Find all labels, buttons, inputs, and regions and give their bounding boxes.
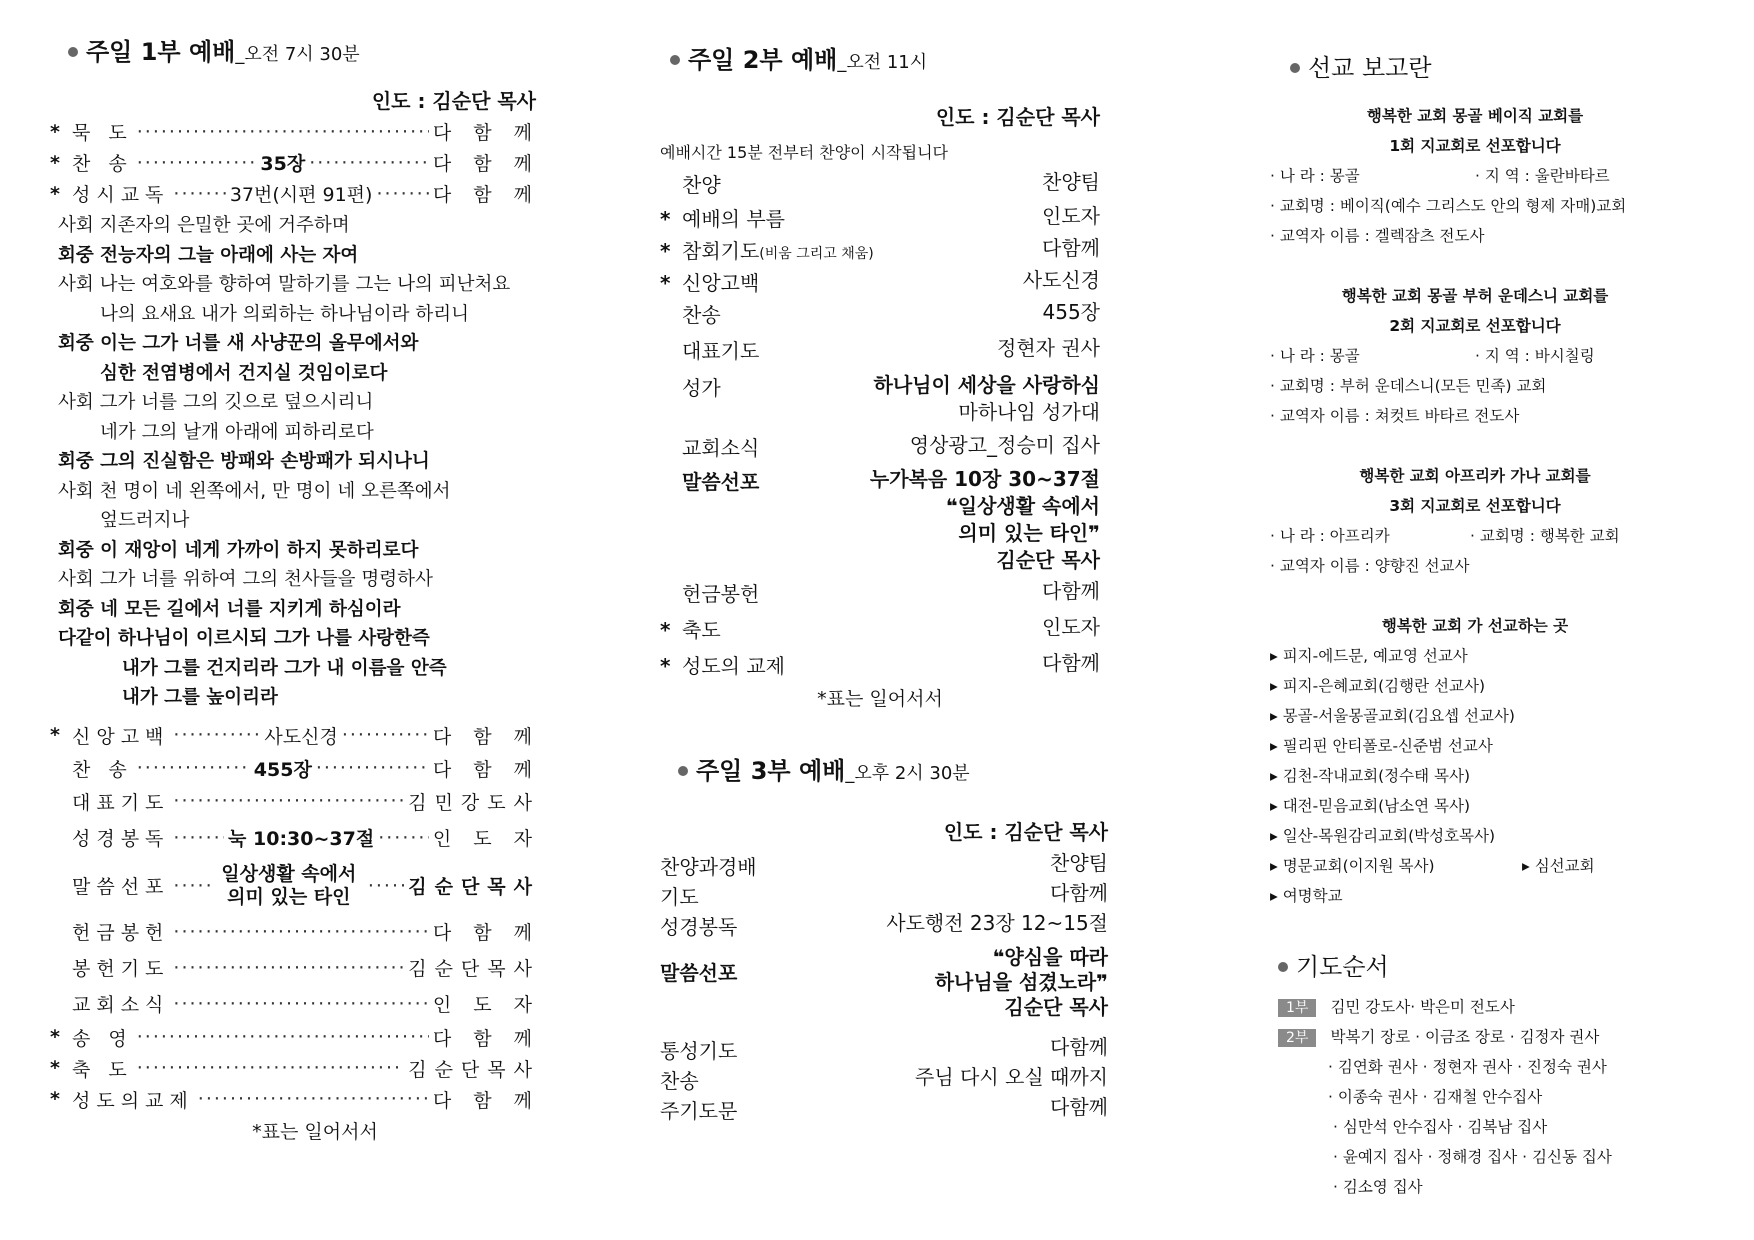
order-responsible: 김민강도사 [408, 791, 540, 814]
order-responsible-line: 다함께 [1050, 881, 1108, 905]
responsive-reading: 사회 지존자의 은밀한 곳에 거주하며 회중 전능자의 그늘 아래에 사는 자여 사회 나는 여호와를 향하여 말하기를 그는 나의 피난처요 나의 요새요 내가 의뢰하는 하나님이라 하리니 회중 이는 그가 너를 새 사냥꾼의 올무에서와 심한 전염병에서 건지실 것임이로다 사회 그가 너를 그의 깃으로 덮으시리니 네가 그의 날개 아래에 피하리로다 회중 그의 진실함은 방패와 손방패가 되시나니 사회 천 명이 네 왼쪽에서, 만 명이 네 오른쪽에서 엎드러지나 회중 이 재앙이 네게 가까이 하지 못하리로다 사회 그가 너를 위하여 그의 천사들을 명령하사 회중 네 모든 길에서 너를 지키게 하심이라 다같이 하나님이 이르시되 그가 나를 사랑한즉 내가 그를 건지리라 그가 내 이름을 안즉 내가 그를 높이리라 [58, 215, 511, 708]
service-1-leader: 인도 : 김순단 목사 [371, 89, 536, 113]
order-row [50, 116, 540, 147]
order-responsible [1050, 851, 1108, 876]
order-item: 참회기도 [682, 239, 760, 263]
order-responsible-line: 다함께 [1050, 1095, 1108, 1119]
service-2-order [660, 169, 1100, 682]
dot-leader [309, 152, 429, 174]
order-item: 교회소식 [72, 994, 170, 1016]
order-responsible-line: 다함께 [1042, 236, 1100, 260]
service-2-title: 주일 2부 예배 _오전 11시 [670, 40, 1100, 75]
bullet-icon [678, 766, 688, 776]
service-3-order [660, 851, 1108, 1125]
bullet-icon [670, 55, 680, 65]
order-item: 성시교독 [72, 184, 170, 206]
order-responsible [1042, 169, 1100, 196]
order-row [50, 858, 540, 914]
order-responsible [1050, 1035, 1108, 1060]
order-responsible: 다 함 께 [432, 922, 540, 944]
order-responsible [1042, 578, 1100, 605]
order-row [660, 267, 1100, 299]
bullet-icon [68, 47, 78, 57]
order-item-wrap [660, 432, 759, 461]
order-item: 말씀선포 [72, 876, 170, 898]
order-detail: 37번(시편 91편) [229, 184, 373, 206]
dot-leader [137, 121, 429, 143]
dot-leader [198, 1088, 429, 1110]
dot-leader [173, 993, 428, 1015]
stand-mark: * [660, 207, 671, 231]
order-responsible: 다 함 께 [432, 1027, 540, 1050]
order-row [50, 1053, 540, 1084]
order-responsible-line: 하나님이 세상을 사랑하심 [873, 373, 1100, 397]
order-item-wrap [660, 466, 759, 495]
bullet-icon [1278, 962, 1288, 972]
order-item: 말씀선포 [682, 470, 760, 494]
order-item: 찬양 [682, 173, 721, 197]
order-item-wrap [660, 578, 759, 607]
stand-mark: * [50, 182, 60, 205]
order-detail: 사도신경 [264, 725, 338, 748]
order-row [50, 818, 540, 858]
dot-leader [173, 921, 428, 943]
dot-leader [173, 724, 260, 746]
bullet-icon [1290, 63, 1300, 73]
order-responsible: 다 함 께 [432, 1089, 540, 1112]
order-responsible [1042, 650, 1100, 677]
stand-mark: * [50, 1026, 60, 1048]
order-row [660, 614, 1100, 650]
stand-mark: * [50, 1057, 60, 1079]
order-responsible [1043, 299, 1101, 326]
order-responsible: 다 함 께 [432, 758, 541, 781]
dot-leader [137, 1057, 404, 1079]
order-responsible [935, 945, 1108, 1020]
stand-mark: * [50, 724, 60, 746]
order-row [660, 650, 1100, 682]
order-row [660, 1095, 1108, 1125]
footnote: *표는 일어서서 [817, 688, 943, 710]
order-responsible: 김순단목사 [408, 1058, 540, 1081]
order-item-wrap [660, 235, 874, 264]
order-row [660, 169, 1100, 203]
order-row [50, 950, 540, 986]
stand-mark: * [50, 120, 60, 143]
stand-mark: * [660, 239, 671, 263]
order-item: 교회소식 [682, 436, 760, 460]
order-item: 주기도문 [660, 1099, 738, 1123]
dot-leader [378, 827, 429, 849]
order-detail: 눅 10:30~37절 [228, 828, 375, 850]
order-top [50, 116, 540, 209]
order-responsible [870, 466, 1100, 574]
dot-leader [137, 152, 257, 174]
order-item-wrap [660, 614, 721, 643]
service-1-title: 주일 1부 예배 _오전 7시 30분 [68, 32, 540, 67]
order-item: 대표기도 [72, 791, 170, 814]
order-row [660, 466, 1100, 578]
order-responsible-line: 하나님을 섬겼노라❞ [934, 970, 1108, 994]
service-3-title: 주일 3부 예배 _오후 2시 30분 [678, 751, 1100, 786]
order-responsible: 김순단목사 [408, 876, 541, 898]
order-row [50, 986, 540, 1022]
order-responsible-line: 사도행전 23장 12~15절 [886, 911, 1108, 935]
order-item: 찬송 [682, 303, 721, 327]
order-row [50, 914, 540, 950]
prayer-list: 1부 김민 강도사· 박은미 전도사 2부 박복기 장로 · 이금조 장로 · 김정자 권사 · 김연화 권사 · 정현자 권사 · 진정숙 권사 · 이종숙 권사 · 김재철 안수집사 · 심만석 안수집사 · 김복남 집사 · 윤예지 집사 · 정해경 집사 · 김신동 집사 · 김소영 집사 [1278, 992, 1680, 1202]
dot-leader [316, 757, 429, 779]
order-responsible-line: 마하나임 성가대 [958, 400, 1100, 424]
order-row [50, 752, 540, 785]
order-responsible-line: 찬양팀 [1042, 170, 1100, 194]
order-responsible-line: 누가복음 10장 30~37절 [869, 467, 1100, 491]
order-responsible-line: 김순단 목사 [1004, 995, 1108, 1019]
order-responsible-line: ❝양심을 따라 [992, 945, 1108, 969]
order-item-wrap [660, 650, 785, 679]
part-2-tag: 2부 [1278, 1029, 1316, 1047]
order-responsible [874, 372, 1100, 426]
stand-mark: * [660, 654, 671, 678]
order-item: 축 도 [72, 1058, 133, 1081]
stand-mark: * [50, 151, 60, 174]
order-item: 성가 [682, 376, 721, 400]
mission-block-3: 행복한 교회 아프리카 가나 교회를 3회 지교회로 선포합니다 · 나 라 : 아프리카 · 교회명 : 행복한 교회 · 교역자 이름 : 양향진 선교사 [1270, 467, 1620, 575]
mission-block-1: 행복한 교회 몽골 베이직 교회를 1회 지교회로 선포합니다 · 나 라 : 몽골 · 지 역 : 울란바타르 · 교회명 : 베이직(예수 그리스도 안의 형제 자매)교회 · 교역자 이름 : 겔렉잠츠 전도사 [1270, 107, 1627, 245]
order-responsible [915, 1065, 1108, 1090]
order-responsible-line: 다함께 [1042, 579, 1100, 603]
order-responsible-line: 김순단 목사 [996, 548, 1100, 572]
order-responsible [1050, 881, 1108, 906]
order-row [50, 147, 540, 178]
stand-mark: * [660, 618, 671, 642]
mission-block-2: 행복한 교회 몽골 부허 운데스니 교회를 2회 지교회로 선포합니다 · 나 라 : 몽골 · 지 역 : 바시칠링 · 교회명 : 부허 운데스니(모든 민족) 교회 · 교역자 이름 : 쳐컷트 바타르 전도사 [1270, 287, 1609, 425]
order-item: 송 영 [72, 1027, 133, 1050]
order-row [50, 1084, 540, 1115]
order-responsible-line: 영상광고_정승미 집사 [909, 433, 1100, 457]
order-row [50, 719, 540, 752]
order-row [660, 911, 1108, 945]
order-responsible-line: 다함께 [1050, 1035, 1108, 1059]
order-responsible [1023, 267, 1100, 294]
order-item: 헌금봉헌 [72, 922, 170, 944]
dot-leader [173, 790, 404, 812]
order-responsible-line: ❝일상생활 속에서 [946, 494, 1100, 518]
order-responsible: 김순단목사 [408, 958, 540, 980]
order-item: 축도 [682, 618, 721, 642]
col-3 [1270, 48, 1680, 1202]
order-responsible-line: 인도자 [1042, 204, 1100, 228]
order-item: 기도 [660, 885, 699, 909]
order-responsible: 인 도 자 [432, 828, 540, 850]
order-item: 통성기도 [660, 1039, 738, 1063]
order-responsible [997, 335, 1100, 362]
order-row [50, 785, 540, 818]
mission-places: 행복한 교회 가 선교하는 곳 ▸ 피지-에드문, 예교영 선교사 ▸ 피지-은혜교회(김행란 선교사) ▸ 몽골-서울몽골교회(김요셉 선교사) ▸ 필리핀 안티폴로-신준범 선교사 ▸ 김천-작내교회(정수태 목사) ▸ 대전-믿음교회(남소연 목사) ▸ 일산-목원감리교회(박성호목사) ▸ 명문교회(이지원 목사) ▸ 심선교회 ▸ 여명학교 [1270, 617, 1595, 905]
order-row [660, 945, 1108, 1035]
order-item-wrap [660, 267, 759, 296]
order-detail: 455장 [253, 758, 312, 781]
order-row [660, 235, 1100, 267]
order-row [660, 881, 1108, 911]
order-item: 봉헌기도 [72, 958, 170, 980]
order-detail: 35장 [260, 153, 306, 175]
order-responsible-line: 정현자 권사 [997, 336, 1100, 360]
dot-leader [173, 875, 209, 897]
order-row [660, 578, 1100, 614]
order-responsible [1042, 235, 1100, 262]
dot-leader [368, 875, 404, 897]
order-item: 헌금봉헌 [682, 582, 760, 606]
dot-leader [137, 757, 250, 779]
order-item-wrap [660, 372, 721, 401]
order-row [660, 335, 1100, 372]
order-item-wrap [660, 335, 759, 364]
order-item: 예배의 부름 [682, 207, 785, 231]
dot-leader [173, 957, 404, 979]
order-item: 찬 송 [72, 153, 133, 175]
order-responsible-line: 의미 있는 타인❞ [958, 521, 1100, 545]
order-row [50, 1022, 540, 1053]
order-item-wrap [660, 203, 785, 232]
order-responsible [910, 432, 1100, 459]
order-bottom [50, 719, 540, 1115]
order-responsible [1042, 614, 1100, 641]
order-item: 찬양과경배 [660, 855, 757, 879]
stand-mark: * [660, 271, 671, 295]
order-item-note: (비움 그리고 채움) [759, 246, 874, 262]
order-row [660, 432, 1100, 466]
order-item: 성도의 교제 [682, 654, 785, 678]
dot-leader [342, 724, 429, 746]
dot-leader [173, 183, 225, 205]
order-responsible: 다 함 께 [432, 725, 540, 748]
dot-leader [376, 183, 428, 205]
order-detail: 일상생활 속에서 의미 있는 타인 [221, 862, 357, 908]
order-row [660, 1065, 1108, 1095]
order-item-wrap [660, 299, 721, 328]
order-item: 찬송 [660, 1069, 699, 1093]
order-item: 묵 도 [72, 122, 133, 144]
order-row [660, 851, 1108, 881]
order-item: 성도의교제 [72, 1089, 194, 1112]
order-responsible [886, 911, 1108, 936]
order-responsible-line: 다함께 [1042, 651, 1100, 675]
order-item-wrap [660, 169, 721, 198]
dot-leader [173, 827, 224, 849]
order-item: 성경봉독 [660, 915, 738, 939]
order-item: 찬 송 [72, 758, 133, 781]
order-item: 성경봉독 [72, 828, 170, 850]
service-2-leader: 인도 : 김순단 목사 [935, 105, 1100, 129]
service-2-note: 예배시간 15분 전부터 찬양이 시작됩니다 [660, 143, 948, 162]
dot-leader [137, 1026, 429, 1048]
order-row [50, 178, 540, 209]
col-2 [660, 40, 1108, 1125]
order-responsible-line: 주님 다시 오실 때까지 [915, 1065, 1108, 1089]
order-responsible: 인 도 자 [432, 994, 540, 1016]
col-1 [50, 32, 540, 1144]
order-responsible: 다 함 께 [432, 184, 540, 206]
order-responsible [1050, 1095, 1108, 1120]
service-3-leader: 인도 : 김순단 목사 [943, 820, 1108, 844]
order-responsible-line: 인도자 [1042, 615, 1100, 639]
footnote: *표는 일어서서 [252, 1120, 378, 1143]
stand-mark: * [50, 1088, 60, 1110]
order-row [660, 372, 1100, 432]
order-row [660, 299, 1100, 335]
order-item: 신앙고백 [72, 725, 170, 748]
order-row [660, 1035, 1108, 1065]
order-responsible: 다 함 께 [432, 122, 540, 144]
order-responsible: 다 함 께 [432, 153, 541, 175]
order-item: 말씀선포 [660, 961, 738, 985]
part-1-tag: 1부 [1278, 999, 1316, 1017]
order-responsible-line: 찬양팀 [1050, 851, 1108, 875]
order-item: 신앙고백 [682, 271, 760, 295]
prayer-order-title: 기도순서 [1278, 947, 1680, 982]
order-responsible [1042, 203, 1100, 230]
order-responsible-line: 사도신경 [1022, 268, 1100, 292]
order-item: 대표기도 [682, 339, 760, 363]
order-responsible-line: 455장 [1042, 300, 1100, 324]
order-row [660, 203, 1100, 235]
mission-report-title: 선교 보고란 [1290, 48, 1680, 83]
